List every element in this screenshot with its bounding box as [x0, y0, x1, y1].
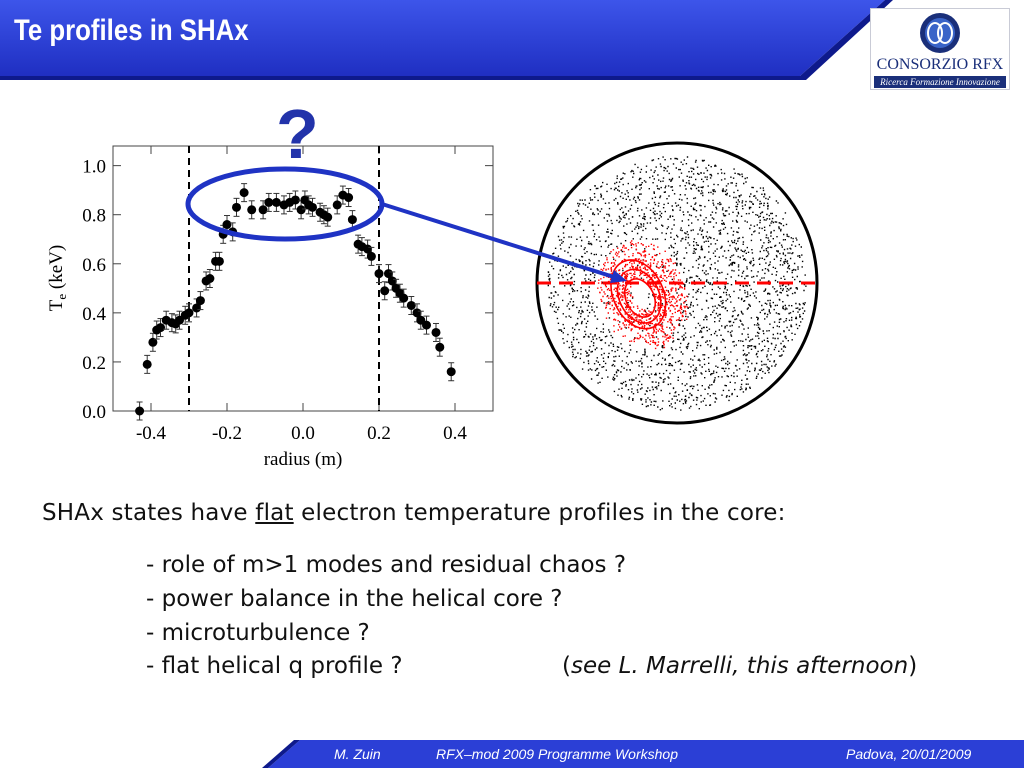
intro-statement: SHAx states have flat electron temperature profiles in the core: — [42, 500, 786, 526]
x-tick-label: 0.4 — [443, 423, 467, 444]
y-tick-label: 0.8 — [82, 205, 106, 227]
bullet-item: - flat helical q profile ? — [146, 653, 403, 679]
x-tick-label: -0.4 — [135, 423, 167, 444]
bullet-item: - power balance in the helical core ? — [146, 586, 563, 612]
y-tick-label: 1.0 — [82, 156, 106, 178]
x-axis-label: radius (m) — [263, 449, 343, 470]
x-tick-label: 0.2 — [367, 423, 391, 444]
x-tick-label: 0.0 — [291, 423, 315, 444]
x-tick-label: -0.2 — [211, 423, 243, 444]
y-tick-label: 0.6 — [82, 254, 106, 276]
footer-event: RFX–mod 2009 Programme Workshop — [436, 746, 678, 762]
footer-author: M. Zuin — [334, 746, 381, 762]
bullet-item: - microturbulence ? — [146, 620, 370, 646]
y-tick-label: 0.0 — [82, 402, 106, 423]
bullet-item: - role of m>1 modes and residual chaos ? — [146, 552, 627, 578]
y-axis-label: $T_e$ (keV) — [46, 244, 69, 312]
logo-name: CONSORZIO RFX — [876, 56, 1004, 73]
magnetic-surface-contour — [600, 251, 676, 337]
page-title: Te profiles in SHAx — [14, 14, 249, 47]
reference-note: (see L. Marrelli, this afternoon) — [562, 653, 918, 679]
flat-underlined: flat — [255, 500, 294, 526]
y-tick-label: 0.2 — [82, 352, 106, 374]
y-tick-label: 0.4 — [82, 303, 106, 325]
logo-tagline: Ricerca Formazione Innovazione — [874, 76, 1006, 88]
footer-place-date: Padova, 20/01/2009 — [846, 746, 972, 762]
question-mark: ? — [276, 95, 319, 173]
